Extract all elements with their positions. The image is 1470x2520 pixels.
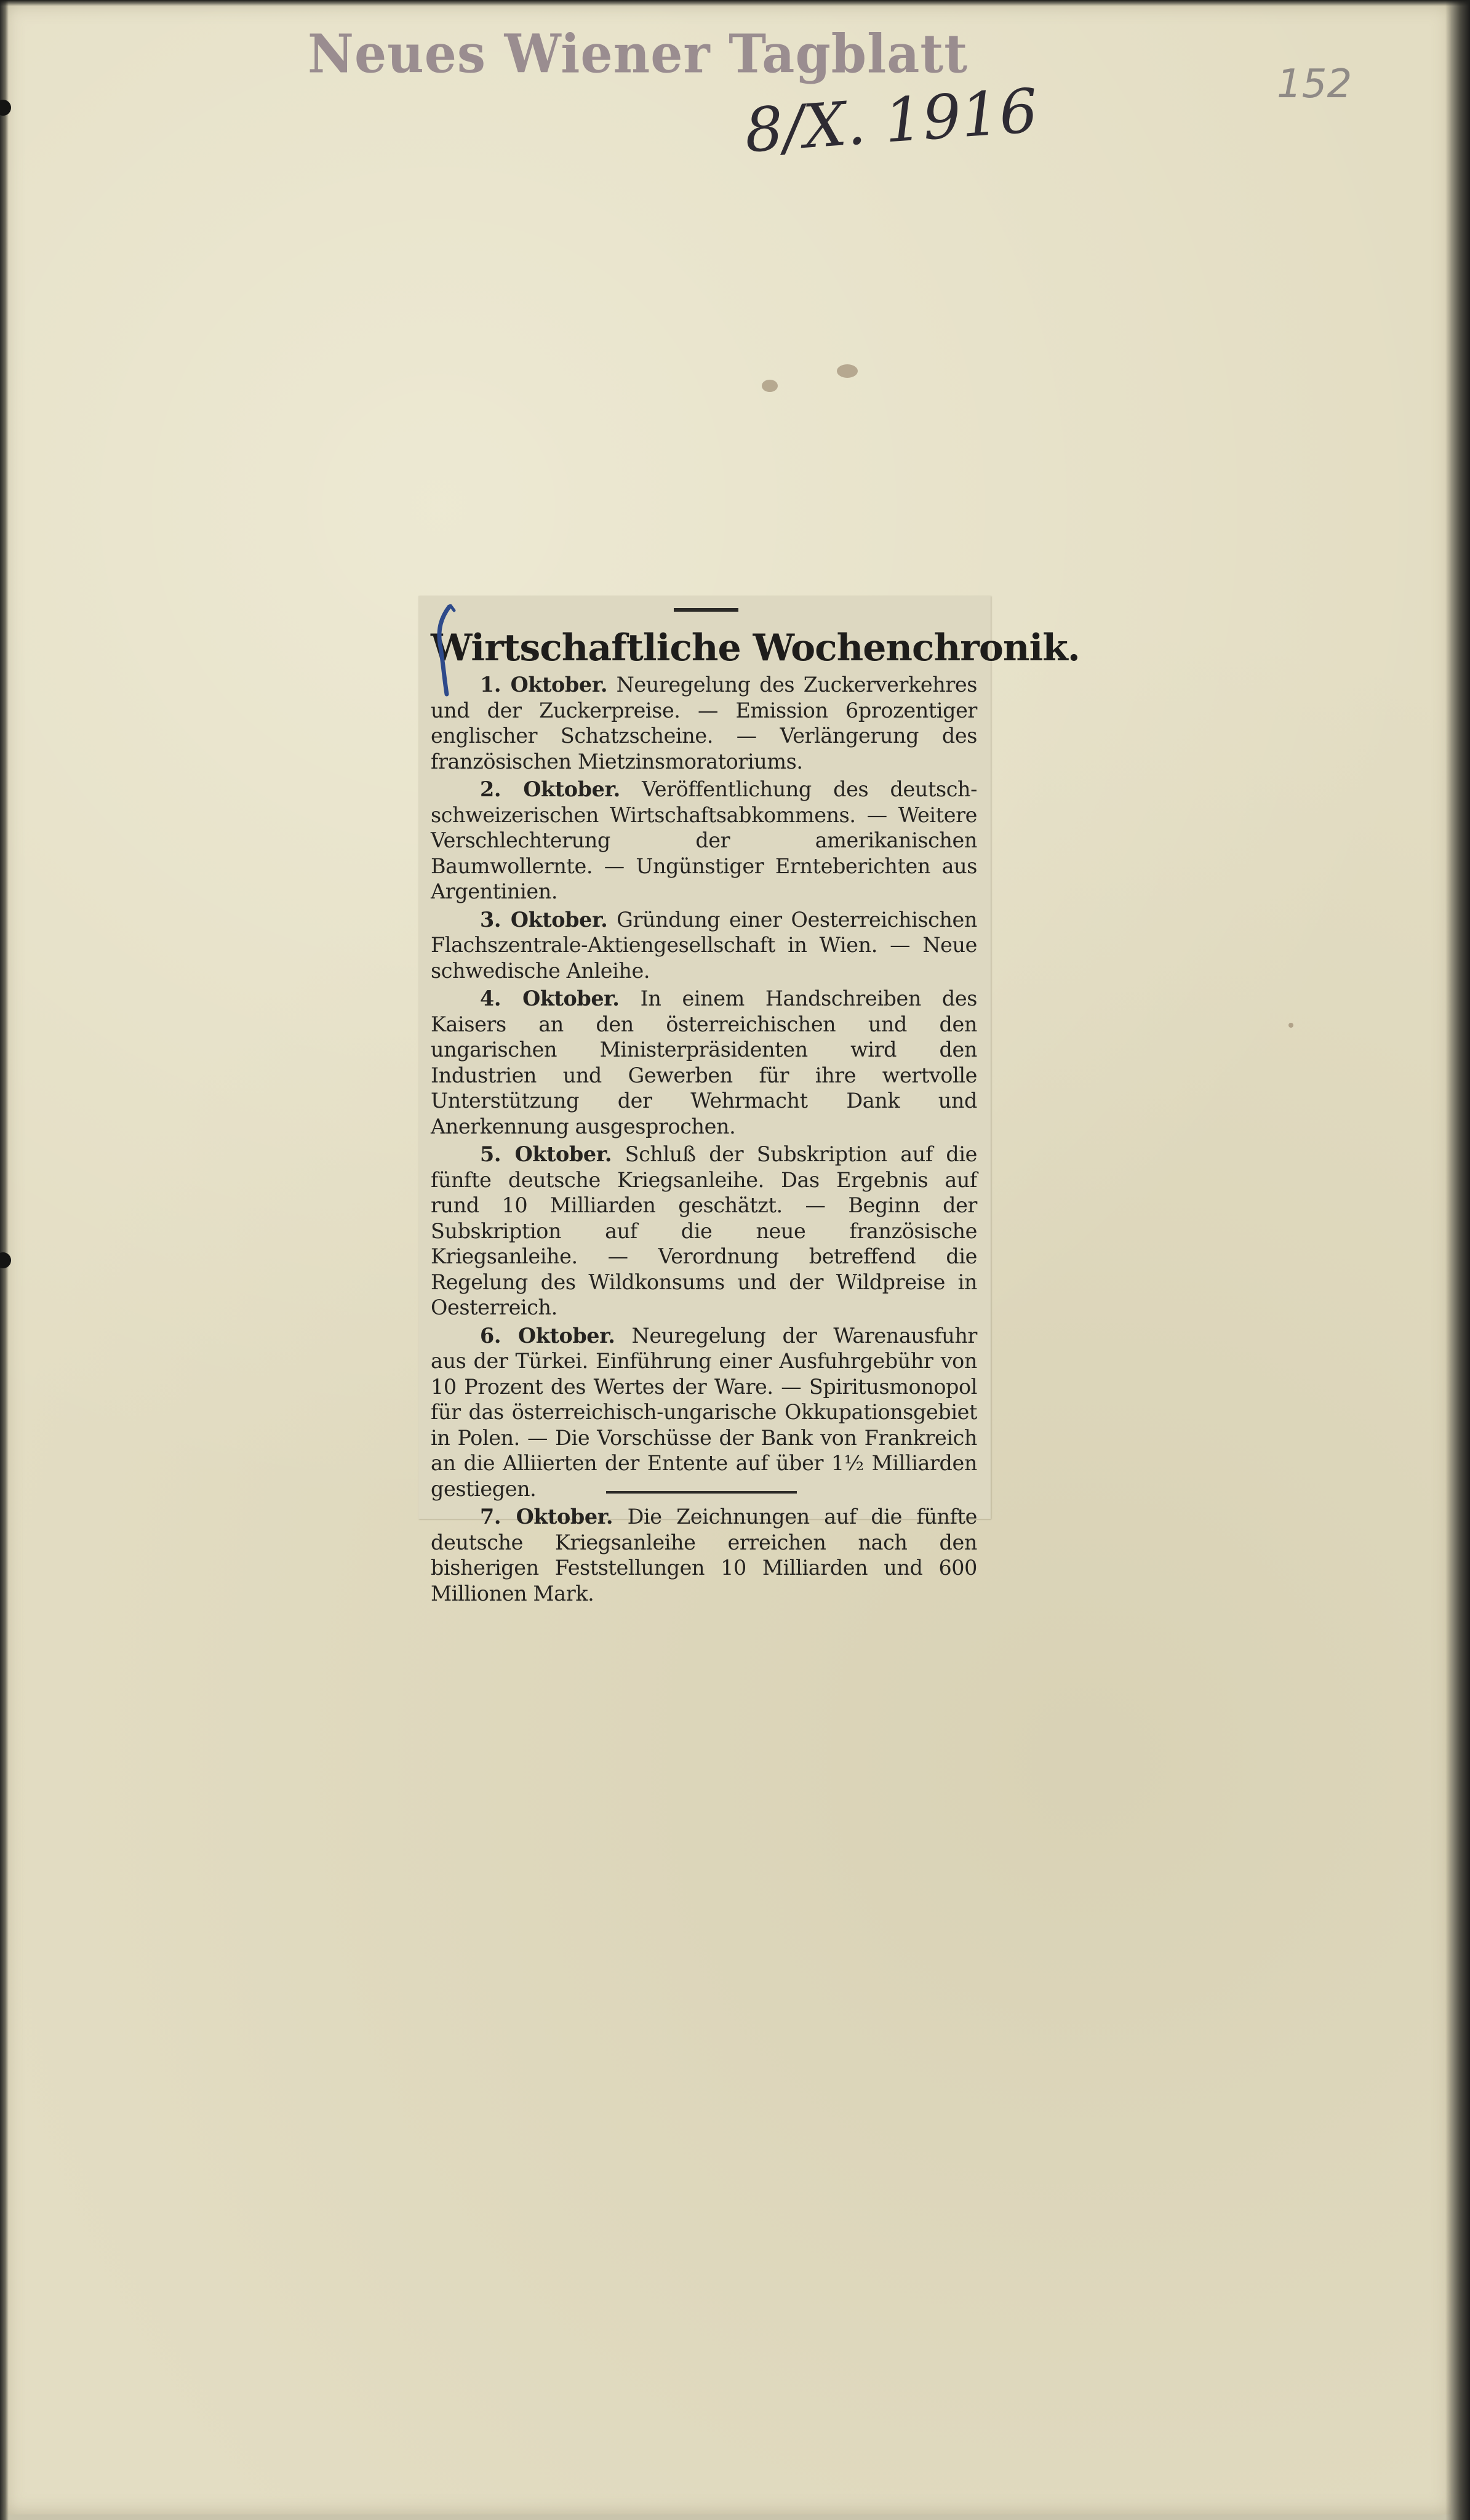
chronicle-entry — [431, 672, 977, 774]
entry-text: Gründung einer Oesterreichischen Flachszentrale-Aktiengesellschaft in Wien. — Neue schwedische Anleihe. — [431, 907, 977, 983]
entry-date: 7. Oktober. — [480, 1505, 613, 1529]
chronicle-entry — [431, 1142, 977, 1321]
entry-text: In einem Handschreiben des Kaisers an den österreichischen und den ungarischen Ministerpräsidenten wird den Industrien und Gewerben für ihre wertvolle Unterstützung der Wehrmacht Dank und Anerkennung ausgesprochen. — [431, 986, 977, 1138]
newspaper-stamp: Neues Wiener Tagblatt — [308, 23, 969, 86]
entry-text: Die Zeichnungen auf die fünfte deutsche Kriegsanleihe erreichen nach den bisherigen Feststellungen 10 Milliarden und 600 Millionen Mark. — [431, 1505, 977, 1606]
entry-date: 1. Oktober. — [480, 673, 608, 697]
entry-date: 4. Oktober. — [480, 986, 620, 1010]
entry-text: Veröffentlichung des deutsch-schweizerischen Wirtschaftsabkommens. — Weitere Verschlechterung der amerikanischen Baumwollernte. — Ungünstiger Ernteberichten aus Argentinien. — [431, 777, 977, 903]
handwritten-date: 8/X. 1916 — [742, 76, 1041, 167]
paper-stain — [762, 380, 778, 392]
entry-text: Neuregelung des Zuckerverkehres und der Zuckerpreise. — Emission 6prozentiger englischer Schatzscheine. — Verlängerung des französischen Mietzinsmoratoriums. — [431, 673, 977, 774]
entry-date: 2. Oktober. — [480, 777, 620, 801]
entry-text: Neuregelung der Warenausfuhr aus der Türkei. Einführung einer Ausfuhrgebühr von 10 Prozent des Wertes der Ware. — Spiritusmonopol für das österreichisch-ungarische Okkupationsgebiet in Polen. — Die Vorschüsse der Bank von Frankreich an die Alliierten der Entente auf über 1½ Milliarden gestiegen. — [431, 1323, 977, 1501]
page-number: 152 — [1277, 62, 1352, 107]
chronicle-entry — [431, 986, 977, 1139]
chronicle-entry — [431, 1323, 977, 1502]
clipping-bottom-rule — [606, 1491, 797, 1494]
newspaper-clipping — [418, 596, 1080, 1606]
chronicle-entry — [431, 1504, 977, 1606]
blue-pencil-mark — [432, 604, 457, 697]
entry-text: Schluß der Subskription auf die fünfte deutsche Kriegsanleihe. Das Ergebnis auf rund 10 Milliarden geschätzt. — Beginn der Subskription auf die neue französische Kriegsanleihe. — Verordnung betreffend die Regelung des Wildkonsums und der Wildpreise in Oesterreich. — [431, 1142, 977, 1319]
chronicle-entry — [431, 907, 977, 984]
scan-edge-right — [1445, 0, 1470, 2520]
scan-edge-top — [0, 0, 1470, 6]
entry-date: 5. Oktober. — [480, 1142, 612, 1166]
entry-date: 3. Oktober. — [480, 907, 608, 932]
clipping-title: Wirtschaftliche Wochenchronik. — [431, 626, 1080, 670]
paper-stain — [1288, 1023, 1293, 1028]
chronicle-entry — [431, 777, 977, 905]
paper-stain — [837, 364, 858, 378]
clipping-top-rule — [674, 608, 738, 612]
entry-date: 6. Oktober. — [480, 1323, 615, 1348]
